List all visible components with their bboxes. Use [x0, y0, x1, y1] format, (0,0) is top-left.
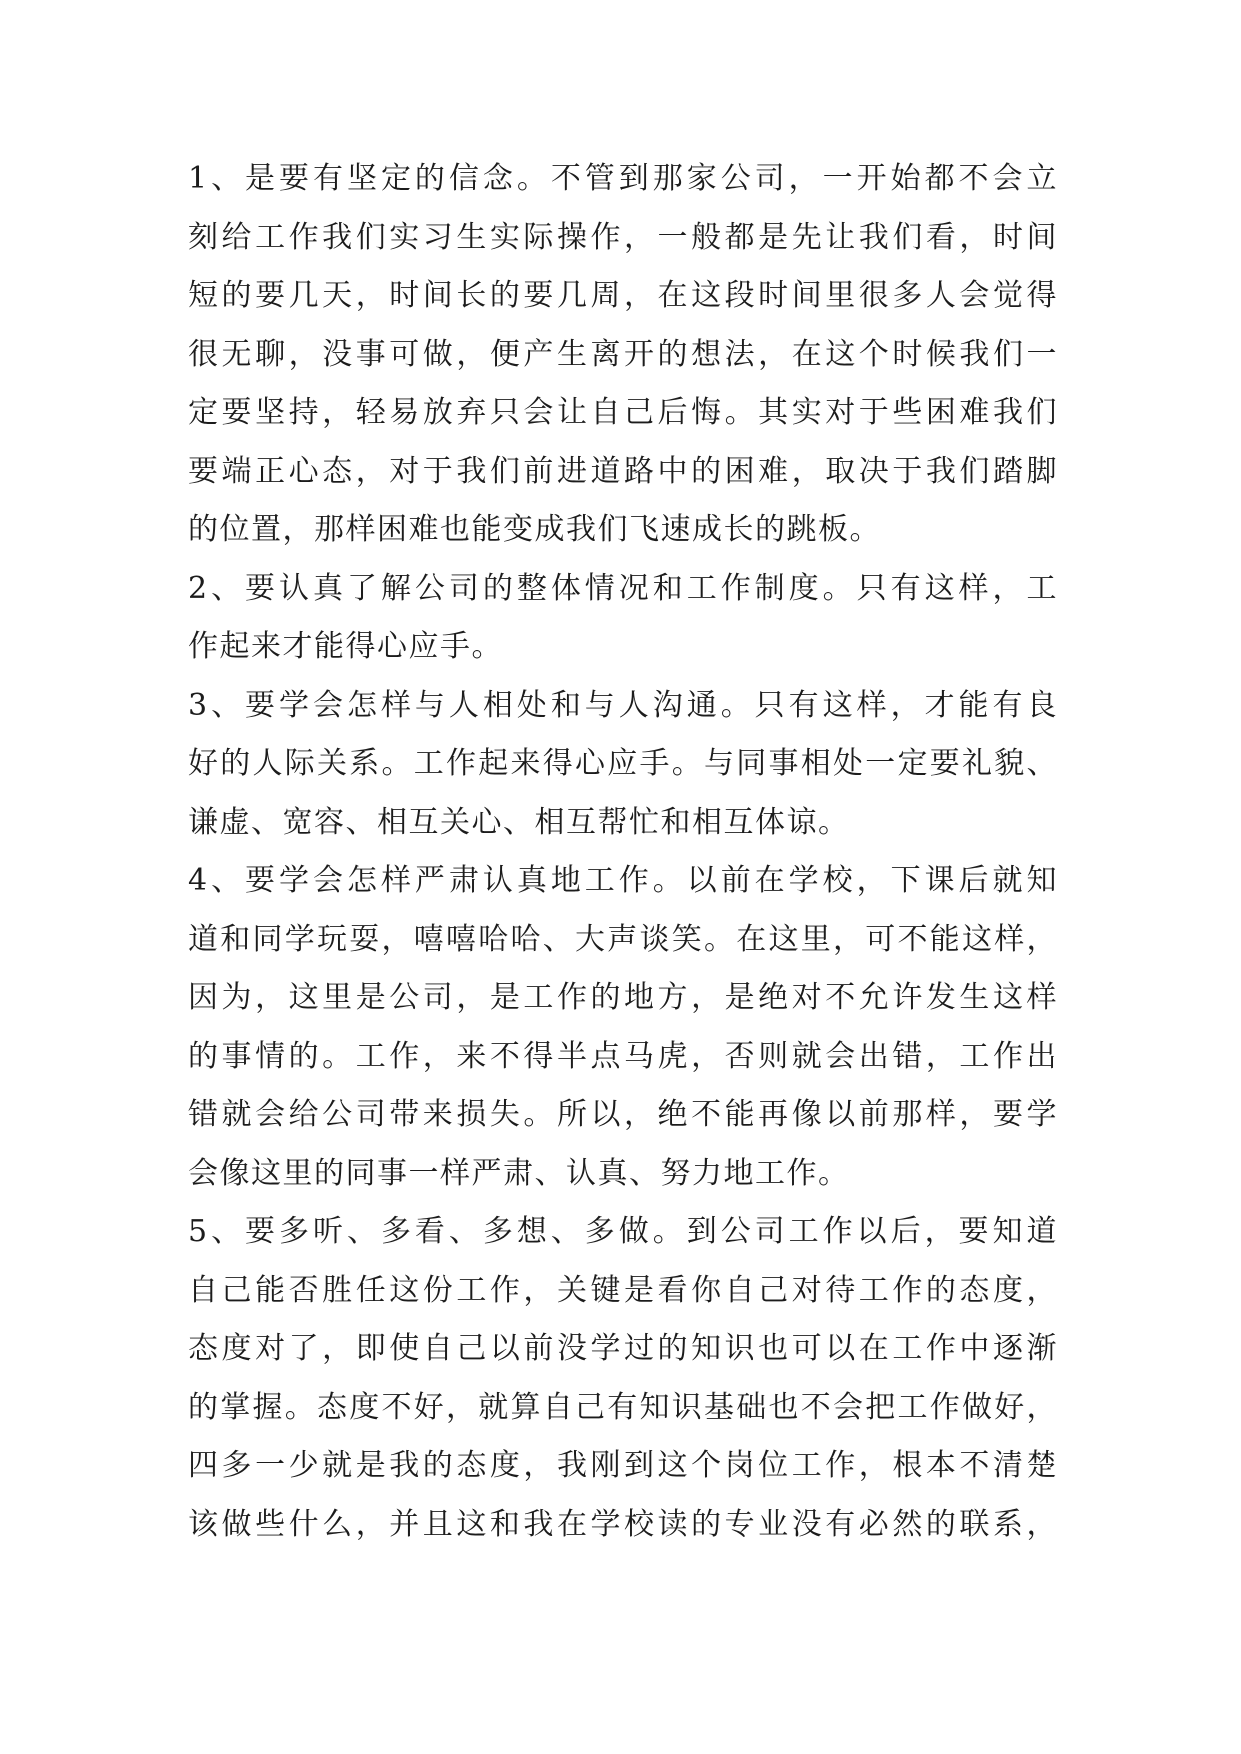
text-line: 5、要多听、多看、多想、多做。到公司工作以后，要知道: [188, 1214, 1058, 1249]
text-line: 刻给工作我们实习生实际操作，一般都是先让我们看，时间: [188, 219, 1058, 255]
paragraph-4: [188, 852, 1058, 1203]
text-line: 的掌握。态度不好，就算自己有知识基础也不会把工作做好，: [188, 1389, 1058, 1425]
text-line: 道和同学玩耍，嘻嘻哈哈、大声谈笑。在这里，可不能这样，: [188, 921, 1058, 957]
paragraph-2: [188, 560, 1058, 677]
text-line: 因为，这里是公司，是工作的地方，是绝对不允许发生这样: [188, 980, 1058, 1015]
text-line: 作起来才能得心应手。: [188, 629, 503, 664]
text-line: 会像这里的同事一样严肃、认真、努力地工作。: [188, 1155, 850, 1191]
text-line: 好的人际关系。工作起来得心应手。与同事相处一定要礼貌、: [188, 746, 1058, 781]
document-body: [188, 150, 1058, 1554]
paragraph-5: [188, 1203, 1058, 1554]
text-line: 的事情的。工作，来不得半点马虎，否则就会出错，工作出: [188, 1038, 1058, 1074]
paragraph-1: [188, 150, 1058, 560]
text-line: 3、要学会怎样与人相处和与人沟通。只有这样，才能有良: [188, 687, 1058, 723]
text-line: 很无聊，没事可做，便产生离开的想法，在这个时候我们一: [188, 336, 1058, 372]
text-line: 要端正心态，对于我们前进道路中的困难，取决于我们踏脚: [188, 453, 1058, 489]
paragraph-3: [188, 677, 1058, 853]
text-line: 错就会给公司带来损失。所以，绝不能再像以前那样，要学: [188, 1097, 1058, 1132]
text-line: 短的要几天，时间长的要几周，在这段时间里很多人会觉得: [188, 278, 1058, 313]
text-line: 定要坚持，轻易放弃只会让自己后悔。其实对于些困难我们: [188, 395, 1058, 430]
text-line: 态度对了，即使自己以前没学过的知识也可以在工作中逐渐: [188, 1331, 1058, 1366]
text-line: 谦虚、宽容、相互关心、相互帮忙和相互体谅。: [188, 804, 850, 840]
text-line: 自己能否胜任这份工作，关键是看你自己对待工作的态度，: [188, 1272, 1058, 1308]
text-line: 四多一少就是我的态度，我刚到这个岗位工作，根本不清楚: [188, 1448, 1058, 1483]
text-line: 该做些什么，并且这和我在学校读的专业没有必然的联系，: [188, 1506, 1058, 1542]
text-line: 4、要学会怎样严肃认真地工作。以前在学校，下课后就知: [188, 863, 1058, 898]
text-line: 1、是要有坚定的信念。不管到那家公司，一开始都不会立: [188, 161, 1058, 196]
text-line: 2、要认真了解公司的整体情况和工作制度。只有这样，工: [188, 570, 1058, 606]
text-line: 的位置，那样困难也能变成我们飞速成长的跳板。: [188, 512, 881, 547]
